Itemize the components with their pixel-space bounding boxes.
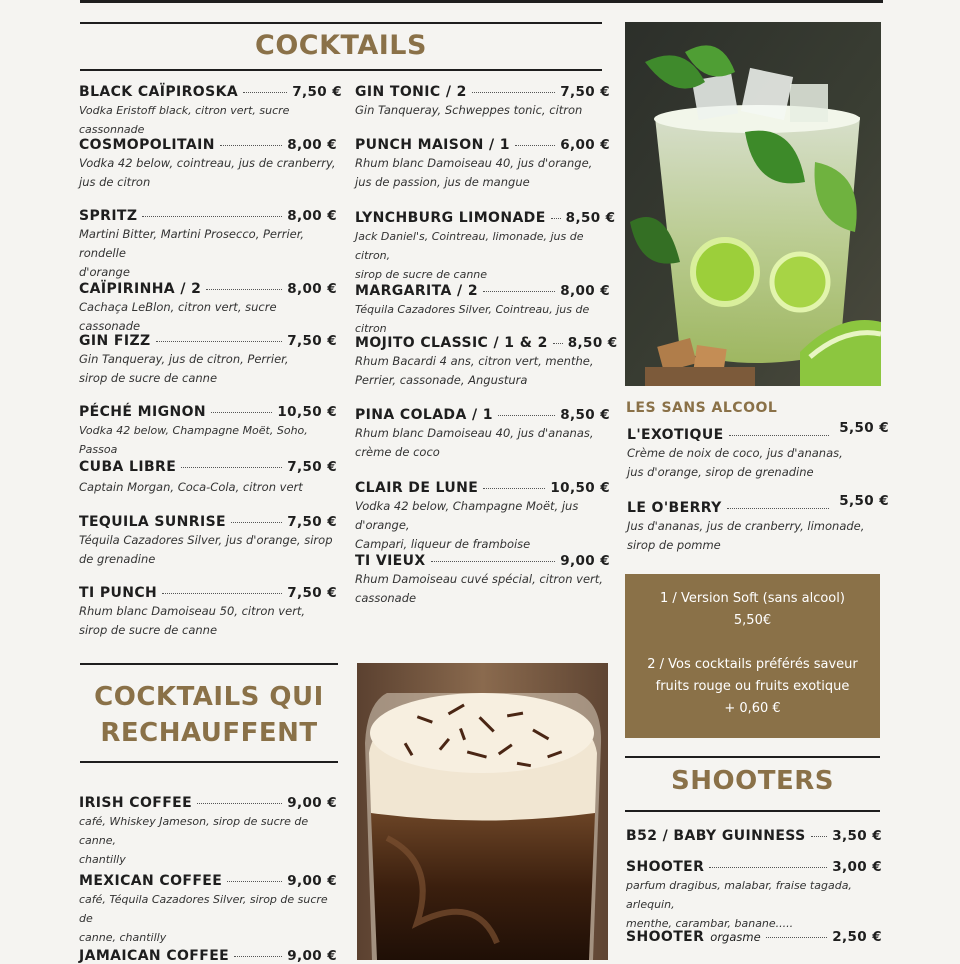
menu-item: [79, 948, 337, 964]
item-price: 9,00 €: [287, 873, 337, 889]
item-desc: Téquila Cazadores Silver, jus d'orange, sirop de grenadine: [79, 533, 333, 566]
item-price: 8,00 €: [560, 283, 610, 299]
menu-item: [627, 493, 889, 555]
item-desc: Vodka 42 below, Champagne Moët, jus d'orange, Campari, liqueur de framboise: [355, 499, 579, 551]
item-name: GIN TONIC / 2: [355, 84, 467, 100]
cocktail-options-box: [625, 574, 880, 738]
item-name: JAMAICAN COFFEE: [79, 948, 230, 964]
item-name: B52 / BABY GUINNESS: [626, 828, 806, 844]
item-price: 7,50 €: [287, 459, 337, 475]
menu-item: [79, 208, 337, 282]
item-name: CUBA LIBRE: [79, 459, 177, 475]
item-desc: Rhum blanc Damoiseau 40, jus d'orange, jus de passion, jus de mangue: [355, 156, 593, 189]
item-price: 7,50 €: [560, 84, 610, 100]
menu-item: [355, 335, 618, 390]
item-desc: Gin Tanqueray, Schweppes tonic, citron: [355, 103, 583, 117]
item-price: 3,00 €: [832, 859, 882, 875]
item-price: 10,50 €: [277, 404, 337, 420]
item-desc: Vodka Eristoff black, citron vert, sucre cassonnade: [79, 104, 290, 136]
item-desc: Captain Morgan, Coca-Cola, citron vert: [79, 480, 303, 494]
irish-coffee-photo: [357, 663, 608, 960]
option-soft-label: 1 / Version Soft (sans alcool): [660, 591, 845, 606]
item-price: 7,50 €: [287, 333, 337, 349]
menu-item: [355, 84, 610, 120]
item-name: PINA COLADA / 1: [355, 407, 493, 423]
item-name: BLACK CAÏPIROSKA: [79, 84, 239, 100]
menu-item: [627, 420, 889, 482]
section-title-cocktails: COCKTAILS: [255, 30, 427, 61]
menu-item: [79, 459, 337, 497]
menu-item: [79, 514, 337, 569]
item-price: 2,50 €: [832, 929, 882, 945]
item-desc: Jus d'ananas, jus de cranberry, limonade, sirop de pomme: [627, 519, 865, 552]
item-price: 9,00 €: [287, 795, 337, 811]
item-name: SHOOTER: [626, 929, 705, 945]
option-flavor-label: 2 / Vos cocktails préférés saveur: [647, 657, 858, 672]
item-name: LYNCHBURG LIMONADE: [355, 210, 546, 226]
item-name: SHOOTER: [626, 859, 705, 875]
menu-item: [626, 929, 882, 945]
item-name: MARGARITA / 2: [355, 283, 478, 299]
menu-item: [626, 828, 882, 844]
cocktails-rule-top: [80, 22, 602, 24]
item-name: SPRITZ: [79, 208, 138, 224]
shooters-rule-top: [625, 756, 880, 758]
item-name: TEQUILA SUNRISE: [79, 514, 227, 530]
item-name: IRISH COFFEE: [79, 795, 193, 811]
section-title-rechauffent: COCKTAILS QUI RECHAUFFENT: [94, 682, 324, 748]
item-desc: Martini Bitter, Martini Prosecco, Perrier, rondelle d'orange: [79, 227, 305, 279]
menu-item: [355, 137, 610, 192]
item-price: 8,00 €: [287, 208, 337, 224]
item-name: GIN FIZZ: [79, 333, 151, 349]
menu-item: [626, 859, 882, 933]
item-name: CLAIR DE LUNE: [355, 480, 479, 496]
option-flavor-label-2: fruits rouge ou fruits exotique: [655, 679, 850, 694]
item-price: 8,00 €: [287, 137, 337, 153]
menu-item: [79, 281, 337, 336]
item-desc: Téquila Cazadores Silver, Cointreau, jus de citron: [355, 303, 590, 335]
item-desc: Rhum Damoiseau cuvé spécial, citron vert, cassonade: [355, 572, 603, 605]
item-name: MEXICAN COFFEE: [79, 873, 223, 889]
item-desc: Vodka 42 below, cointreau, jus de cranberry, jus de citron: [79, 156, 336, 189]
menu-item: [79, 333, 337, 388]
item-name: L'EXOTIQUE: [627, 427, 724, 443]
item-name: PÉCHÉ MIGNON: [79, 404, 207, 420]
cocktails-rule-bottom: [80, 69, 602, 71]
rechauffent-rule-bottom: [80, 761, 338, 763]
item-price: 5,50 €: [839, 493, 889, 509]
item-price: 3,50 €: [832, 828, 882, 844]
rechauffent-rule-top: [80, 663, 338, 665]
item-desc: café, Whiskey Jameson, sirop de sucre de canne, chantilly: [79, 815, 309, 866]
item-price: 8,50 €: [560, 407, 610, 423]
item-desc: Gin Tanqueray, jus de citron, Perrier, sirop de sucre de canne: [79, 352, 289, 385]
item-price: 8,00 €: [287, 281, 337, 297]
menu-item: [79, 795, 337, 869]
item-name: PUNCH MAISON / 1: [355, 137, 510, 153]
menu-item: [79, 137, 337, 192]
item-price: 8,50 €: [567, 335, 618, 351]
menu-item: [355, 553, 610, 608]
mojito-photo: [625, 22, 881, 386]
menu-item: [79, 84, 342, 139]
section-title-sans-alcool: LES SANS ALCOOL: [626, 400, 778, 416]
menu-item: [79, 585, 337, 640]
item-price: 9,00 €: [287, 948, 337, 964]
item-price: 7,50 €: [287, 514, 337, 530]
item-name: COSMOPOLITAIN: [79, 137, 215, 153]
option-soft-price: 5,50€: [733, 613, 772, 628]
item-name: TI PUNCH: [79, 585, 158, 601]
item-suffix: orgasme: [710, 930, 761, 944]
menu-item: [79, 873, 337, 947]
section-title-shooters: SHOOTERS: [671, 766, 834, 796]
item-desc: Rhum blanc Damoiseau 50, citron vert, sirop de sucre de canne: [79, 604, 306, 637]
item-desc: parfum dragibus, malabar, fraise tagada, arlequin, menthe, carambar, banane.....: [626, 879, 852, 930]
item-price: 5,50 €: [839, 420, 889, 436]
item-name: TI VIEUX: [355, 553, 426, 569]
item-desc: Vodka 42 below, Champagne Moët, Soho, Passoa: [79, 424, 308, 456]
item-desc: café, Téquila Cazadores Silver, sirop de sucre de canne, chantilly: [79, 893, 328, 944]
menu-item: [355, 407, 610, 462]
item-desc: Cachaça LeBlon, citron vert, sucre cassonade: [79, 300, 277, 333]
item-desc: Rhum blanc Damoiseau 40, jus d'ananas, crème de coco: [355, 426, 594, 459]
shooters-rule-bottom: [625, 810, 880, 812]
item-desc: Crème de noix de coco, jus d'ananas, jus d'orange, sirop de grenadine: [627, 446, 843, 479]
menu-item: [355, 210, 616, 284]
option-flavor-price: + 0,60 €: [724, 701, 781, 716]
item-price: 10,50 €: [550, 480, 610, 496]
item-desc: Rhum Bacardi 4 ans, citron vert, menthe, Perrier, cassonade, Angustura: [355, 354, 594, 387]
menu-item: [355, 283, 610, 338]
top-rule: [80, 0, 883, 3]
menu-item: [79, 404, 337, 459]
menu-item: [355, 480, 610, 554]
item-name: MOJITO CLASSIC / 1 & 2: [355, 335, 548, 351]
item-desc: Jack Daniel's, Cointreau, limonade, jus de citron, sirop de sucre de canne: [355, 230, 584, 281]
item-price: 7,50 €: [287, 585, 337, 601]
item-price: 6,00 €: [560, 137, 610, 153]
item-price: 8,50 €: [565, 210, 616, 226]
item-price: 9,00 €: [560, 553, 610, 569]
item-name: LE O'BERRY: [627, 500, 722, 516]
item-price: 7,50 €: [292, 84, 342, 100]
item-name: CAÏPIRINHA / 2: [79, 281, 202, 297]
